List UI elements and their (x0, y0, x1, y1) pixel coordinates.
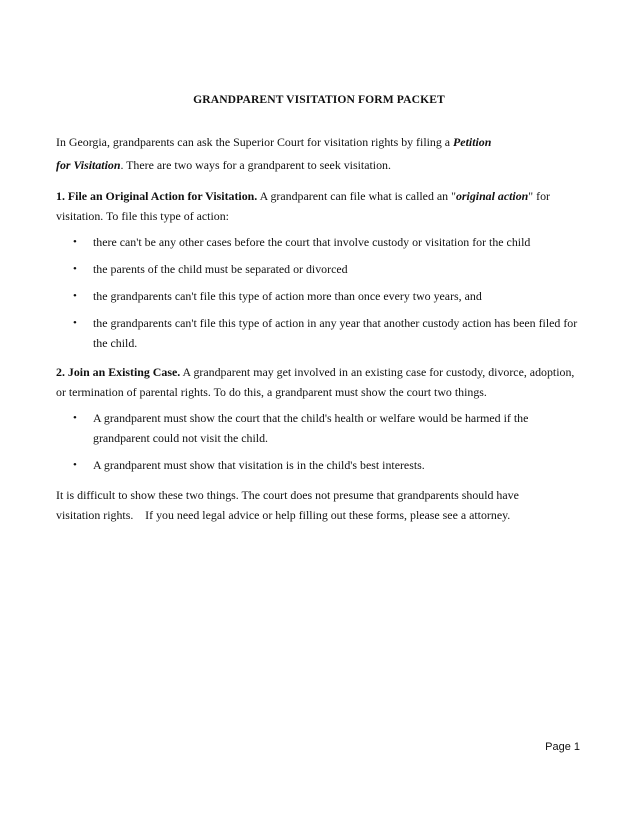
bullet-icon: • (73, 412, 77, 424)
closing-line-1: It is difficult to show these two things. The court does not presume that grandparents should have (56, 488, 519, 502)
list-item-text: the grandparents can't file this type of action in any year that another custody action has been filed for the child. (93, 316, 578, 350)
bullet-icon: • (73, 263, 77, 275)
section-existing-case (56, 362, 586, 475)
bullet-icon: • (73, 459, 77, 471)
section1-text: A grandparent can file what is called an " (257, 189, 456, 203)
bullet-icon: • (73, 236, 77, 248)
section2-heading: 2. Join an Existing Case. (56, 365, 181, 379)
bullet-icon: • (73, 290, 77, 302)
section2-bullet-list (56, 408, 586, 475)
intro-emphasis-visitation: for Visitation (56, 158, 121, 172)
intro-emphasis-petition: Petition (453, 135, 492, 149)
closing-line-2: visitation rights. If you need legal advice or help filling out these forms, please see a attorney. (56, 508, 511, 522)
section1-emphasis: original action (455, 189, 529, 203)
document-body (56, 131, 586, 525)
document-title: GRANDPARENT VISITATION FORM PACKET (193, 93, 445, 106)
section1-paragraph (56, 186, 586, 226)
section1-text-after: " for visitation. To file this type of action: (56, 189, 550, 223)
list-item (56, 286, 586, 306)
intro-text-after: . There are two ways for a grandparent to seek visitation. (120, 158, 391, 172)
list-item-text: there can't be any other cases before the court that involve custody or visitation for the child (93, 235, 531, 249)
list-item-text: the parents of the child must be separated or divorced (93, 262, 348, 276)
bullet-icon: • (73, 317, 77, 329)
list-item (56, 232, 586, 252)
list-item (56, 259, 586, 279)
section2-paragraph (56, 362, 586, 402)
section-original-action (56, 186, 586, 353)
list-item-text: A grandparent must show that visitation is in the child's best interests. (93, 458, 425, 472)
section2-text: A grandparent may get involved in an existing case for custody, divorce, adoption, or termination of parental rights. To do this, a grandparent must show the court two things. (56, 365, 575, 399)
intro-text: In Georgia, grandparents can ask the Superior Court for visitation rights by filing a (56, 135, 454, 149)
section1-heading: 1. File an Original Action for Visitation. (56, 189, 258, 203)
list-item-text: the grandparents can't file this type of action more than once every two years, and (93, 289, 482, 303)
list-item-text: A grandparent must show the court that the child's health or welfare would be harmed if the grandparent could not visit the child. (93, 411, 529, 445)
page-number: Page 1 (545, 741, 580, 753)
list-item (56, 313, 586, 353)
section1-bullet-list (56, 232, 586, 353)
closing-paragraph (56, 485, 586, 525)
intro-paragraph (56, 131, 586, 177)
list-item (56, 408, 586, 448)
list-item (56, 455, 586, 475)
